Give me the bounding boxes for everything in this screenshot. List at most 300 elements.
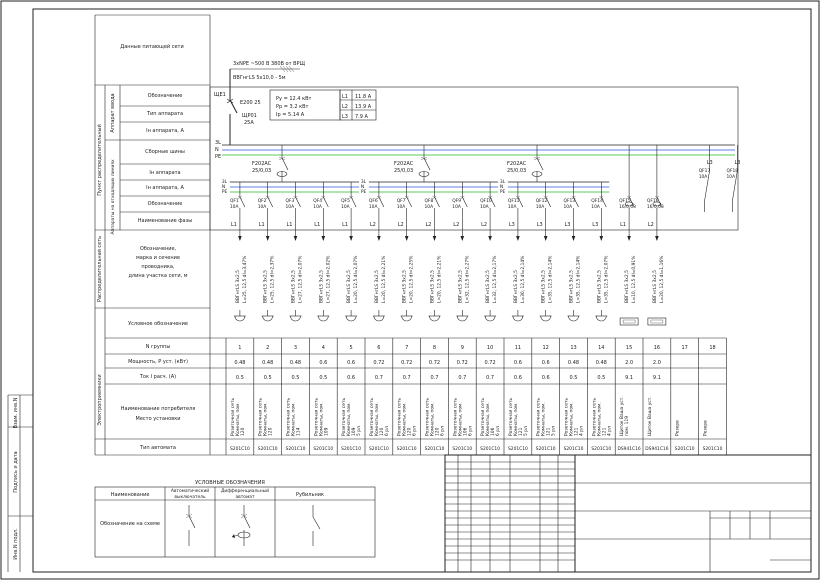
breaker-rating: 10А bbox=[341, 205, 350, 210]
rcd-layer bbox=[222, 145, 609, 195]
breaker-name: QF14 bbox=[591, 199, 603, 204]
cable-mark: ВВГнгLS 3х2,5 bbox=[263, 270, 269, 303]
breaker-rating: 10А bbox=[313, 205, 322, 210]
group-load-line: 109 bbox=[352, 427, 358, 436]
phase-name: L3 bbox=[592, 222, 599, 228]
phase-name: L2 bbox=[369, 222, 376, 228]
socket-symbol bbox=[318, 316, 328, 321]
group-number: 1 bbox=[238, 345, 242, 351]
equipment-symbol-inner bbox=[623, 320, 635, 323]
row-n-apparata: Iн аппарата bbox=[149, 170, 181, 176]
breaker-name: QF3 bbox=[285, 199, 295, 204]
group-current: 0.7 bbox=[430, 375, 439, 381]
group-load-line: Резерв bbox=[703, 420, 709, 436]
breaker-name: QF7 bbox=[396, 199, 406, 204]
breaker-rating: 10А bbox=[396, 205, 406, 210]
cable-mark: ВВГнгLS 3х2,5 bbox=[291, 270, 297, 303]
socket-symbol bbox=[430, 316, 440, 321]
group-number: 11 bbox=[514, 345, 522, 351]
param-ru: Ру = 12.4 кВт bbox=[276, 96, 312, 102]
legend-col-switch: Рубильник bbox=[296, 492, 324, 498]
group-load-line: Комнаты, пом. bbox=[597, 402, 603, 436]
row-in-apparata-2: Iн аппарата, А bbox=[146, 185, 184, 191]
group-number: 15 bbox=[625, 345, 633, 351]
rcd-section-1 bbox=[222, 145, 359, 195]
group-load-line: Щиток Ваша уст. bbox=[620, 396, 626, 436]
breaker-contact bbox=[462, 197, 467, 207]
group-number: 10 bbox=[486, 345, 494, 351]
breaker-rating: 10А bbox=[285, 205, 295, 210]
group-auto-type: DS941С16 bbox=[645, 447, 669, 452]
group-auto-type: S201С10 bbox=[535, 447, 556, 452]
group-number: 12 bbox=[542, 345, 549, 351]
cable-length: L=35, 12,5 dI=2,14% bbox=[576, 255, 582, 303]
group-number: 3 bbox=[293, 345, 298, 351]
param-ip: Iр = 5.14 А bbox=[276, 112, 305, 118]
group-current: 0.7 bbox=[486, 375, 495, 381]
group-column-16 bbox=[645, 145, 668, 452]
group-load-line: 120 bbox=[435, 427, 441, 436]
group-load-line: 6 рл bbox=[412, 426, 418, 436]
breaker-contact bbox=[379, 197, 384, 207]
socket-symbol bbox=[374, 316, 384, 321]
group-number: 16 bbox=[653, 345, 661, 351]
subbus-label-pe: PE bbox=[360, 190, 367, 195]
socket-symbol bbox=[541, 316, 551, 321]
group-load-line: 114 bbox=[296, 427, 302, 436]
line-arrow bbox=[655, 236, 659, 241]
socket-symbol bbox=[596, 316, 606, 321]
title-block-frame bbox=[445, 455, 811, 572]
bus-label-n: N bbox=[215, 147, 219, 153]
group-load-line: Комнаты, пом. bbox=[319, 402, 325, 436]
row-naimenovanie-potr-2: Место установки bbox=[135, 416, 181, 422]
group-auto-type: S201С10 bbox=[424, 447, 445, 452]
phase-name: L3 bbox=[508, 222, 515, 228]
line-arrow bbox=[461, 236, 465, 241]
line-arrow bbox=[294, 236, 298, 241]
row-sbornye-shiny: Сборные шины bbox=[145, 149, 185, 155]
line-arrow bbox=[572, 236, 576, 241]
breaker-contact bbox=[435, 197, 440, 207]
breaker-contact bbox=[296, 197, 301, 207]
line-arrow bbox=[516, 236, 520, 241]
group-load-line: Розеточная сеть bbox=[508, 397, 514, 436]
group-power: 0.72 bbox=[373, 360, 385, 366]
group-load-line: 120 bbox=[240, 427, 246, 436]
side-label-punkt: Пункт распределительный bbox=[97, 124, 103, 196]
group-auto-type: S201С10 bbox=[702, 447, 723, 452]
breaker-contact bbox=[351, 197, 356, 207]
group-auto-type: S201С10 bbox=[368, 447, 389, 452]
rcd-rating: 25/0,03 bbox=[507, 168, 527, 174]
cable-mark: ВВГнгLS 3х2,5 bbox=[513, 270, 519, 303]
spare-breaker-name: QF18 bbox=[726, 169, 739, 174]
line-arrow bbox=[600, 236, 604, 241]
group-column-2 bbox=[258, 182, 278, 452]
phase-name: L1 bbox=[342, 222, 349, 228]
group-power: 0.72 bbox=[401, 360, 413, 366]
spare-phase: L3 bbox=[706, 160, 713, 166]
row-tok: Ток I расч. (А) bbox=[139, 374, 177, 380]
group-load-line: Комнаты, пом. bbox=[430, 402, 436, 436]
breaker-rating: 10А bbox=[591, 205, 600, 210]
group-auto-type: S201С10 bbox=[229, 447, 250, 452]
group-load-line: Комнаты, пом. bbox=[458, 402, 464, 436]
group-power: 0.6 bbox=[541, 360, 550, 366]
group-current: 0.6 bbox=[541, 375, 550, 381]
phase-name: L1 bbox=[286, 222, 293, 228]
breaker-name: QF10 bbox=[480, 199, 492, 204]
group-load-line: Розеточная сеть bbox=[425, 397, 431, 436]
group-load-line: Розеточная сеть bbox=[258, 397, 264, 436]
group-number: 17 bbox=[681, 345, 688, 351]
group-number: 13 bbox=[570, 345, 577, 351]
group-load-line: 121 bbox=[574, 427, 580, 436]
group-column-7 bbox=[397, 182, 418, 452]
group-load-line: 5 рл bbox=[357, 426, 363, 436]
socket-symbol bbox=[235, 316, 245, 321]
spare-phase: L3 bbox=[734, 160, 741, 166]
legend-row-symbol: Обозначение на схеме bbox=[100, 521, 160, 527]
group-number: 2 bbox=[266, 345, 270, 351]
group-auto-type: S201С10 bbox=[313, 447, 334, 452]
equipment-symbol-inner bbox=[651, 320, 663, 323]
rcd-section-2 bbox=[361, 145, 498, 195]
cable-mark: ВВГнгLS 3х2,5 bbox=[402, 270, 408, 303]
subbus-label-pe: PE bbox=[221, 190, 228, 195]
group-current: 9.1 bbox=[652, 375, 661, 381]
group-number: 6 bbox=[377, 345, 381, 351]
line-arrow bbox=[349, 236, 353, 241]
subbus-label-n: N bbox=[499, 185, 504, 190]
cable-length: L=20, 12,5 dI=2,21% bbox=[381, 255, 387, 303]
cable-mark: ВВГнгLS 3х2,5 bbox=[347, 270, 353, 303]
legend-switch-symbol bbox=[313, 505, 320, 546]
breaker-name: QF6 bbox=[368, 199, 378, 204]
group-current: 0.6 bbox=[347, 375, 356, 381]
cable-length: L=35, 12,5 dI=2,14% bbox=[548, 255, 554, 303]
breaker-rating: 10А bbox=[535, 205, 545, 210]
row-uslovnoe: Условное обозначение bbox=[128, 321, 188, 327]
panel-name: ЩЕ1 bbox=[214, 92, 226, 98]
breaker-name: QF12 bbox=[535, 199, 548, 204]
row-n-gruppy: N группы bbox=[145, 344, 171, 350]
line-arrow bbox=[433, 236, 437, 241]
cable-length: L=10, 12,5 dI=0,91% bbox=[632, 255, 638, 303]
legend bbox=[95, 480, 375, 557]
cable-mark: ВВГнгLS 3х2,5 bbox=[319, 270, 325, 303]
phase-name: L1 bbox=[620, 222, 627, 228]
socket-symbol bbox=[402, 316, 412, 321]
group-column-18 bbox=[703, 145, 741, 452]
group-load-line: 121 bbox=[518, 427, 524, 436]
cable-mark: ВВГнгLS 3х2,5 bbox=[374, 270, 380, 303]
inv-podl-label: Инв.N подл. bbox=[13, 528, 19, 560]
group-current: 0.5 bbox=[291, 375, 300, 381]
group-load-line: Комнаты, пом. bbox=[486, 402, 492, 436]
cable-length: L=20, 12,5 dI=2,25% bbox=[409, 255, 415, 303]
phase-l1-value: 11.8 А bbox=[355, 94, 372, 100]
supply-block bbox=[214, 61, 376, 145]
group-number: 14 bbox=[598, 345, 605, 351]
socket-symbol bbox=[513, 316, 523, 321]
group-auto-type: S201С10 bbox=[674, 447, 695, 452]
spare-breaker-rating: 10А bbox=[726, 175, 736, 180]
cable-length: L=30, 12,5 dI=2,14% bbox=[520, 255, 526, 303]
cable-mark: ВВГнгLS 3х2,5 bbox=[235, 270, 241, 303]
line-arrow bbox=[405, 236, 409, 241]
group-number: 7 bbox=[405, 345, 409, 351]
socket-symbol bbox=[263, 316, 273, 321]
group-power: 0.48 bbox=[595, 360, 607, 366]
socket-symbol bbox=[457, 316, 467, 321]
phase-name: L2 bbox=[425, 222, 432, 228]
legend-col-rcd-2: автомат bbox=[235, 495, 255, 500]
group-power: 0.6 bbox=[319, 360, 328, 366]
cable-length: L=32, 12,5 dI=2,27% bbox=[465, 255, 471, 303]
title-block bbox=[445, 455, 811, 572]
breaker-rating: 10А bbox=[368, 205, 378, 210]
group-column-17 bbox=[674, 145, 716, 452]
group-column-4 bbox=[313, 182, 333, 452]
groups-layer bbox=[210, 145, 740, 455]
phase-name: L3 bbox=[536, 222, 543, 228]
podpis-data-label: Подпись и дата bbox=[13, 451, 19, 493]
group-column-8 bbox=[425, 182, 446, 452]
phase-l3-value: 7.9 А bbox=[355, 114, 368, 120]
breaker-rating: 10А bbox=[452, 205, 461, 210]
breaker-rating: 10А bbox=[480, 205, 489, 210]
rcd-name: F202AC bbox=[252, 161, 272, 167]
group-power: 0.48 bbox=[289, 360, 302, 366]
subbus-label-n: N bbox=[360, 185, 365, 190]
group-current: 0.6 bbox=[513, 375, 522, 381]
group-power: 0.48 bbox=[262, 360, 274, 366]
breaker-name: QF9 bbox=[452, 199, 462, 204]
cable-mark: ВВГнгLS 3х2,5 bbox=[541, 270, 547, 303]
group-load-line: 5 рл bbox=[551, 426, 557, 436]
group-auto-type: DS941С16 bbox=[617, 447, 641, 452]
group-load-line: 6 рл bbox=[496, 426, 502, 436]
supply-line1: 3xNPE ~500 В 380В от ВРЩ bbox=[233, 61, 306, 67]
main-breaker-name: ЩР01 bbox=[242, 113, 257, 119]
phase-name: L2 bbox=[453, 222, 460, 228]
main-breaker-type: Е200 25 bbox=[240, 100, 261, 106]
line-arrow bbox=[488, 236, 492, 241]
cable-length: L=32, 12,5 dI=2,17% bbox=[493, 255, 499, 303]
breaker-contact bbox=[407, 197, 412, 207]
group-load-line: 121 bbox=[546, 427, 552, 436]
group-load-line: Розеточная сеть bbox=[592, 397, 598, 436]
group-load-line: 109 bbox=[324, 427, 330, 436]
cable-length: L=35, 12,5 dI=2,07% bbox=[604, 255, 610, 303]
cable-length: L=25, 12,5 dI=3,47% bbox=[242, 255, 248, 303]
group-auto-type: S201С10 bbox=[285, 447, 306, 452]
phase-l3-label: L3 bbox=[342, 114, 348, 120]
cable-mark: ВВГнгLS 3х2,5 bbox=[430, 270, 436, 303]
line-arrow bbox=[322, 236, 326, 241]
rcd-section-3 bbox=[500, 145, 609, 195]
cable-mark: ВВГнгLS 3х2,5 bbox=[625, 270, 631, 303]
group-load-line: Розеточная сеть bbox=[369, 397, 375, 436]
group-load-line: Розеточная сеть bbox=[481, 397, 487, 436]
group-power: 0.72 bbox=[456, 360, 468, 366]
cable-length: L=27, 12,5 dI=2,02% bbox=[326, 255, 332, 303]
left-strip bbox=[8, 395, 33, 572]
cable-mark: ВВГнгLS 3х2,5 bbox=[569, 270, 575, 303]
socket-symbol bbox=[485, 316, 495, 321]
row-oboznachenie-2: Обозначение bbox=[147, 201, 183, 207]
main-breaker-rating: 25А bbox=[244, 120, 254, 126]
group-load-line: Розеточная сеть bbox=[564, 397, 570, 436]
breaker-rating: 10А bbox=[257, 205, 267, 210]
group-auto-type: S201С10 bbox=[507, 447, 528, 452]
breaker-rating: 16/0,03 bbox=[646, 205, 664, 210]
socket-symbol bbox=[291, 316, 301, 321]
breaker-name: QF15 bbox=[619, 199, 631, 204]
group-current: 0.7 bbox=[458, 375, 467, 381]
group-power: 0.48 bbox=[234, 360, 246, 366]
group-load-line: 106 bbox=[491, 427, 497, 436]
side-label-elektropriemniki: Электроприемники bbox=[97, 374, 103, 426]
phase-name: L2 bbox=[397, 222, 404, 228]
group-auto-type: S201С10 bbox=[341, 447, 362, 452]
group-column-15 bbox=[617, 145, 640, 452]
group-load-line: Розеточная сеть bbox=[453, 397, 459, 436]
group-load-line: 4 рл bbox=[579, 426, 585, 436]
group-power: 0.6 bbox=[347, 360, 356, 366]
group-load-line: Розеточная сеть bbox=[397, 397, 403, 436]
equipment-symbol bbox=[648, 318, 666, 325]
breaker-rating: 10А bbox=[507, 205, 517, 210]
group-load-line: Щиток Ваша уст. bbox=[647, 396, 653, 436]
group-load-line: Резерв bbox=[675, 420, 681, 436]
phase-name: L3 bbox=[564, 222, 571, 228]
group-power: 0.6 bbox=[513, 360, 522, 366]
side-label-apparaty-otkhod: Аппараты на отходящих линиях bbox=[111, 159, 116, 235]
group-number: 4 bbox=[321, 345, 325, 351]
bus-label-3l: 3L bbox=[215, 140, 221, 146]
phase-name: L1 bbox=[230, 222, 237, 228]
row-raspred-line-4: длина участка сети, м bbox=[128, 273, 188, 279]
legend-rcd-symbol bbox=[232, 505, 250, 546]
breaker-name: QF2 bbox=[257, 199, 267, 204]
cable-length: L=25, 12,5 dI=2,37% bbox=[270, 255, 276, 303]
phase-l2-label: L2 bbox=[342, 104, 348, 110]
cable-length: L=20, 12,5 dI=2,21% bbox=[437, 255, 443, 303]
row-raspred-line-1: Обозначение, bbox=[139, 246, 177, 252]
row-oboznachenie-1: Обозначение bbox=[147, 93, 183, 99]
group-load-line: Комнаты, пом. bbox=[541, 402, 547, 436]
row-tip-apparata: Тип аппарата bbox=[146, 111, 184, 117]
row-naimenovanie-potr-1: Наименование потребителя bbox=[120, 406, 196, 412]
subbus-label-3l: 3L bbox=[360, 180, 367, 185]
breaker-name: QF5 bbox=[341, 199, 350, 204]
group-auto-type: S201С10 bbox=[563, 447, 584, 452]
group-load-line: 6 рл bbox=[468, 426, 474, 436]
phase-l1-label: L1 bbox=[342, 94, 348, 100]
row-tip-avtomata: Тип автомата bbox=[140, 445, 176, 451]
group-load-line: Розеточная сеть bbox=[286, 397, 292, 436]
cable-length: L=27, 12,5 dI=2,07% bbox=[298, 255, 304, 303]
group-current: 0.5 bbox=[235, 375, 244, 381]
phase-name: L1 bbox=[258, 222, 265, 228]
breaker-name: QF1 bbox=[229, 199, 239, 204]
group-column-13 bbox=[564, 182, 585, 452]
group-power: 2.0 bbox=[652, 360, 661, 366]
group-current: 0.5 bbox=[263, 375, 272, 381]
breaker-rating: 10А bbox=[424, 205, 434, 210]
line-arrow bbox=[377, 236, 381, 241]
group-load-line: 120 bbox=[268, 427, 274, 436]
row-header-table bbox=[95, 15, 210, 455]
group-load-line: 6 рл bbox=[384, 426, 390, 436]
side-label-raspred-set: Распределительная сеть bbox=[97, 235, 103, 303]
breaker-contact bbox=[323, 197, 328, 207]
group-number: 9 bbox=[460, 345, 464, 351]
rcd-name: F202AC bbox=[507, 161, 527, 167]
group-current: 0.5 bbox=[597, 375, 606, 381]
group-column-12 bbox=[536, 182, 557, 452]
equipment-symbol bbox=[620, 318, 638, 325]
group-load-line: 120 bbox=[379, 427, 385, 436]
group-power: 2.0 bbox=[625, 360, 634, 366]
group-load-line: Комнаты, пом. bbox=[347, 402, 353, 436]
cable-mark: ВВГнгLS 3х2,5 bbox=[597, 270, 603, 303]
breaker-contact bbox=[240, 197, 245, 207]
bus-label-pe: PE bbox=[215, 154, 222, 160]
group-power: 0.48 bbox=[567, 360, 580, 366]
legend-col-rcd-1: Дифференциальный bbox=[221, 489, 269, 494]
legend-col-auto-1: Автоматический bbox=[170, 489, 210, 494]
group-load-line: 120 bbox=[407, 427, 413, 436]
group-load-line: Комнаты, пом. bbox=[513, 402, 519, 436]
breaker-name: QF16 bbox=[646, 199, 659, 204]
row-moshnost: Мощность, Р уст. (кВт) bbox=[128, 359, 188, 365]
cable-mark: ВВГнгLS 3х2,5 bbox=[486, 270, 492, 303]
cable-length: L=20, 12,5 dI=2,07% bbox=[354, 255, 360, 303]
socket-symbol bbox=[346, 316, 356, 321]
group-load-line: Комнаты, пом. bbox=[235, 402, 241, 436]
cable-mark: ВВГнгLS 3х2,5 bbox=[458, 270, 464, 303]
group-load-line: 106 bbox=[463, 427, 469, 436]
line-arrow bbox=[627, 236, 631, 241]
group-current: 9.1 bbox=[625, 375, 634, 381]
group-auto-type: S201С10 bbox=[591, 447, 612, 452]
group-auto-type: S201С10 bbox=[257, 447, 278, 452]
row-raspred-line-2: марка и сечение bbox=[136, 255, 180, 261]
group-power: 0.72 bbox=[484, 360, 496, 366]
group-column-6 bbox=[369, 182, 390, 452]
group-load-line: Комнаты, пом. bbox=[569, 402, 575, 436]
group-load-line: Комнаты, пом. bbox=[263, 402, 269, 436]
cable-mark: ВВГнгLS 3х2,5 bbox=[652, 270, 658, 303]
legend-title: УСЛОВНЫЕ ОБОЗНАЧЕНИЯ bbox=[195, 480, 265, 486]
legend-breaker-symbol bbox=[186, 505, 195, 546]
group-load-line: Комнаты, пом. bbox=[374, 402, 380, 436]
group-load-line: Розеточная сеть bbox=[536, 397, 542, 436]
subbus-label-pe: PE bbox=[499, 190, 506, 195]
group-load-line: пом. 119 bbox=[625, 415, 631, 436]
group-column-14 bbox=[591, 182, 612, 452]
line-arrow bbox=[238, 236, 242, 241]
group-load-line: 6 рл bbox=[440, 426, 446, 436]
subbus-label-3l: 3L bbox=[221, 180, 228, 185]
breaker-rating: 16/0,03 bbox=[619, 205, 636, 210]
breaker-name: QF13 bbox=[563, 199, 576, 204]
group-auto-type: S201С10 bbox=[452, 447, 473, 452]
